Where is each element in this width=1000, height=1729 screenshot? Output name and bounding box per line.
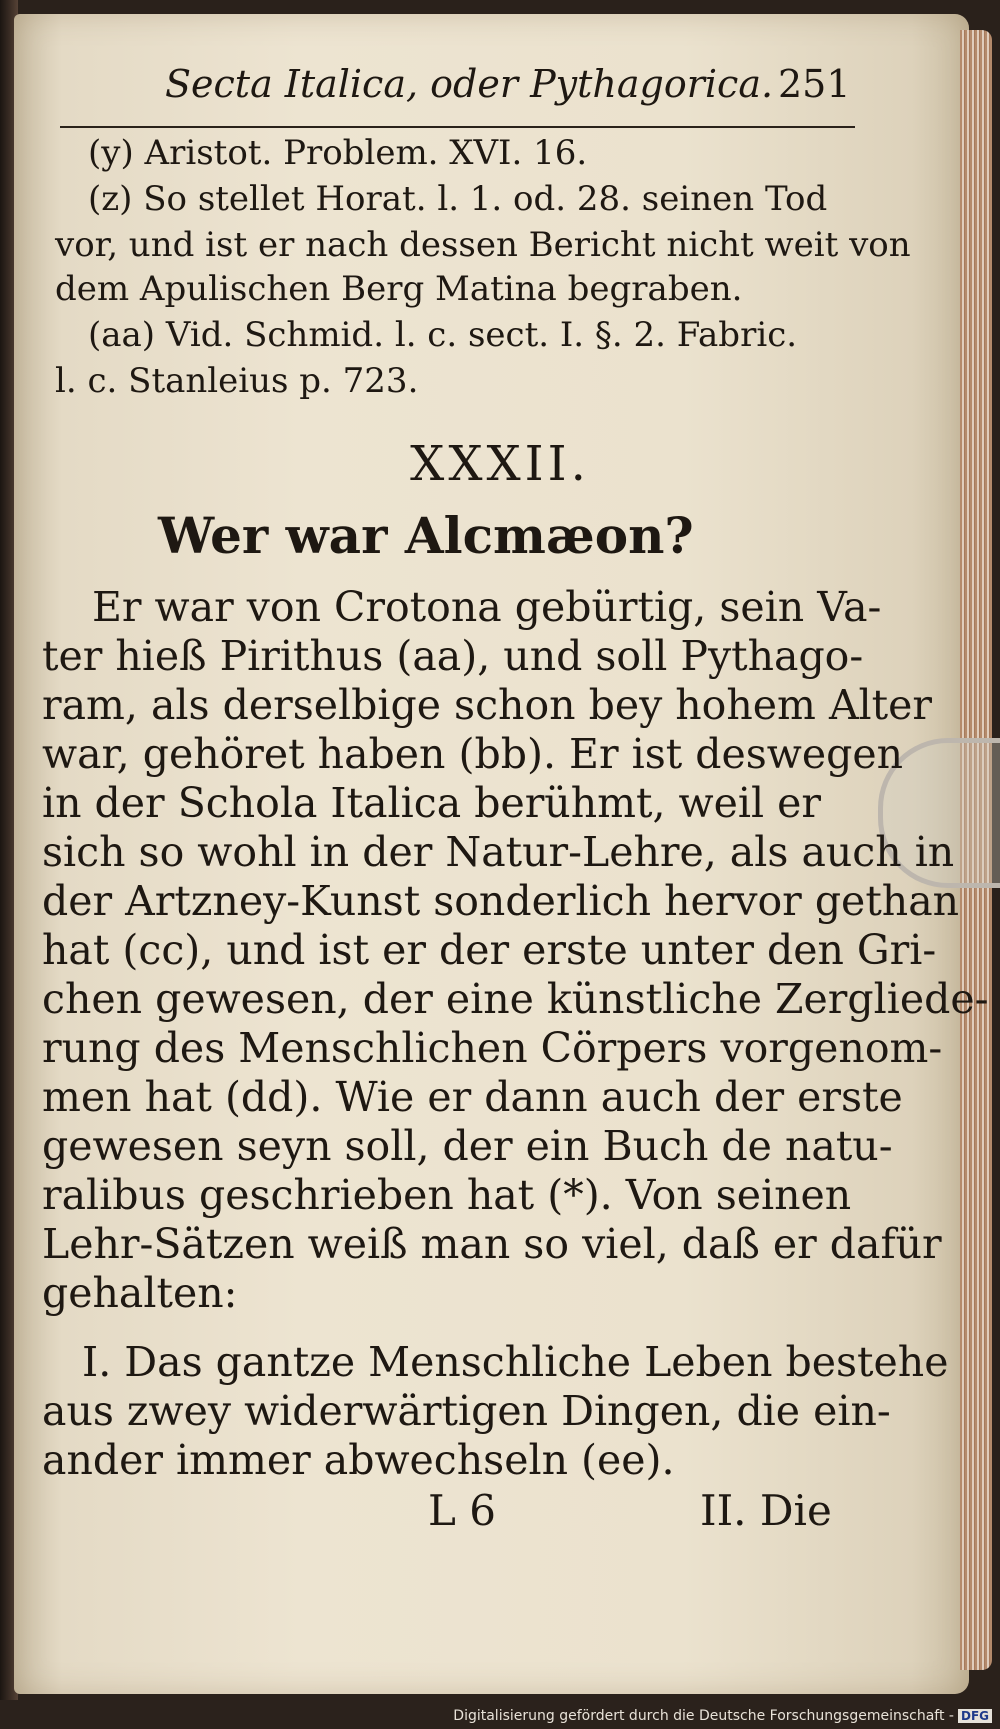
body-line: der Artzney-Kunst sonderlich hervor gethan: [42, 877, 960, 925]
catchword: II. Die: [700, 1486, 832, 1535]
body-line: Er war von Crotona gebürtig, sein Va-: [92, 583, 882, 631]
body-line: ralibus geschrieben hat (*). Von seinen: [42, 1171, 852, 1219]
chapter-number: XXXII.: [410, 436, 590, 492]
body-line: aus zwey widerwärtigen Dingen, die ein-: [42, 1387, 891, 1435]
body-line: men hat (dd). Wie er dann auch der erste: [42, 1073, 903, 1121]
digitization-credit: [453, 1708, 992, 1724]
footnote-line: (z) So stellet Horat. l. 1. od. 28. seinen Tod: [88, 179, 828, 219]
body-line: hat (cc), und ist er der erste unter den Gri-: [42, 926, 937, 974]
body-line: gewesen seyn soll, der ein Buch de natu-: [42, 1122, 893, 1170]
credit-text: Digitalisierung gefördert durch die Deutsche Forschungsgemeinschaft -: [453, 1708, 954, 1724]
footnote-line: (aa) Vid. Schmid. l. c. sect. I. §. 2. Fabric.: [88, 315, 798, 355]
footnote-line: dem Apulischen Berg Matina begraben.: [55, 269, 743, 309]
body-line: in der Schola Italica berühmt, weil er: [42, 779, 822, 827]
body-line: chen gewesen, der eine künstliche Zergliede-: [42, 975, 989, 1023]
body-line: Lehr-Sätzen weiß man so viel, daß er dafür: [42, 1220, 942, 1268]
body-line: rung des Menschlichen Cörpers vorgenom-: [42, 1024, 943, 1072]
body-line: ter hieß Pirithus (aa), und soll Pythago-: [42, 632, 864, 680]
dfg-logo: DFG: [958, 1709, 992, 1723]
chapter-heading: Wer war Alcmæon?: [158, 506, 694, 565]
body-line: I. Das gantze Menschliche Leben bestehe: [82, 1338, 949, 1386]
header-rule: [60, 126, 855, 128]
footnote-line: l. c. Stanleius p. 723.: [55, 361, 419, 401]
signature-mark: L 6: [428, 1486, 496, 1535]
footnote-line: (y) Aristot. Problem. XVI. 16.: [88, 133, 588, 173]
footnote-line: vor, und ist er nach dessen Bericht nicht weit von: [55, 225, 911, 265]
page-number: 251: [778, 62, 851, 106]
body-line: sich so wohl in der Natur-Lehre, als auch in: [42, 828, 955, 876]
body-line: war, gehöret haben (bb). Er ist deswegen: [42, 730, 904, 778]
body-line: ander immer abwechseln (ee).: [42, 1436, 675, 1484]
body-line: gehalten:: [42, 1269, 238, 1317]
body-line: ram, als derselbige schon bey hohem Alter: [42, 681, 933, 729]
running-header: Secta Italica, oder Pythagorica.: [165, 62, 774, 106]
